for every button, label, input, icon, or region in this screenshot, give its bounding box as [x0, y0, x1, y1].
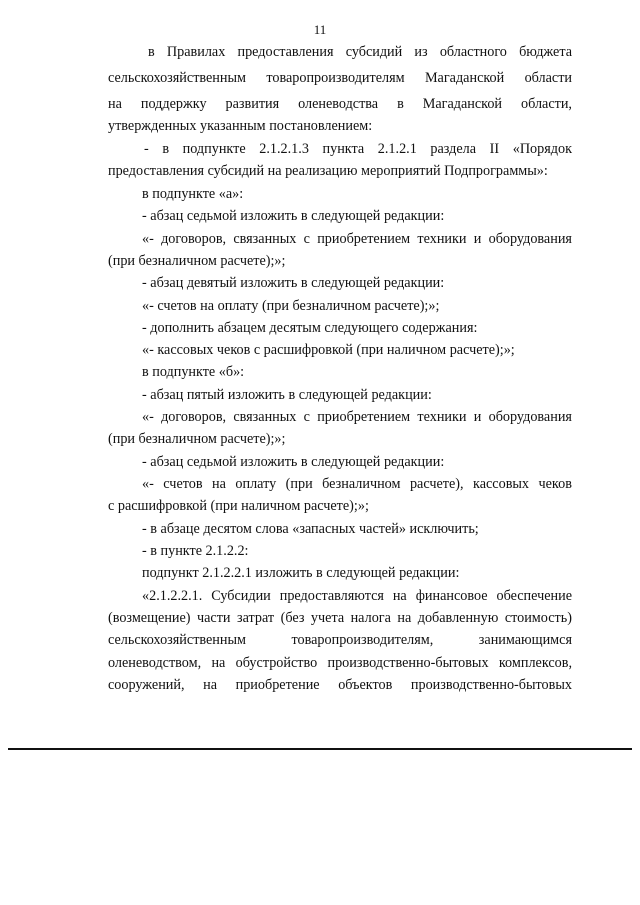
text-line: в Правилах предоставления субсидий из областного бюджета	[148, 44, 572, 60]
text-line: сельскохозяйственным товаропроизводителям Магаданской области	[108, 70, 572, 86]
text-line: на поддержку развития оленеводства в Магаданской области,	[108, 96, 572, 112]
text-line: «- договоров, связанных с приобретением техники и оборудования	[142, 231, 572, 247]
text-line: - в абзаце десятом слова «запасных частей» исключить;	[142, 521, 479, 537]
text-line: - абзац пятый изложить в следующей редакции:	[142, 387, 432, 403]
text-line: (при безналичном расчете);»;	[108, 253, 286, 269]
text-line: в подпункте «а»:	[142, 186, 244, 202]
text-line: (возмещение) части затрат (без учета налога на добавленную стоимость)	[108, 610, 572, 626]
text-line: «- счетов на оплату (при безналичном расчете);»;	[142, 298, 440, 314]
text-line: - в подпункте 2.1.2.1.3 пункта 2.1.2.1 раздела II «Порядок	[144, 141, 572, 157]
text-line: «- счетов на оплату (при безналичном расчете), кассовых чеков	[142, 476, 572, 492]
text-line: с расшифровкой (при наличном расчете);»;	[108, 498, 369, 514]
text-line: предоставления субсидий на реализацию мероприятий Подпрограммы»:	[108, 163, 548, 179]
text-line: подпункт 2.1.2.2.1 изложить в следующей редакции:	[142, 565, 460, 581]
page-number: 11	[313, 22, 327, 37]
text-line: - абзац седьмой изложить в следующей редакции:	[142, 208, 445, 224]
text-line: утвержденных указанным постановлением:	[108, 118, 373, 134]
footer-rule	[8, 748, 632, 750]
text-line: оленеводством, на обустройство производственно-бытовых комплексов,	[108, 655, 572, 671]
text-line: сооружений, на приобретение объектов производственно-бытовых	[108, 677, 572, 693]
text-line: сельскохозяйственным товаропроизводителям, занимающимся	[108, 632, 572, 648]
text-line: - абзац девятый изложить в следующей редакции:	[142, 275, 445, 291]
text-line: «2.1.2.2.1. Субсидии предоставляются на финансовое обеспечение	[142, 588, 572, 604]
text-line: - в пункте 2.1.2.2:	[142, 543, 249, 559]
text-line: в подпункте «б»:	[142, 364, 245, 380]
text-line: «- договоров, связанных с приобретением техники и оборудования	[142, 409, 572, 425]
text-line: «- кассовых чеков с расшифровкой (при наличном расчете);»;	[142, 342, 515, 358]
text-line: (при безналичном расчете);»;	[108, 431, 286, 447]
text-line: - дополнить абзацем десятым следующего содержания:	[142, 320, 478, 336]
text-line: - абзац седьмой изложить в следующей редакции:	[142, 454, 445, 470]
